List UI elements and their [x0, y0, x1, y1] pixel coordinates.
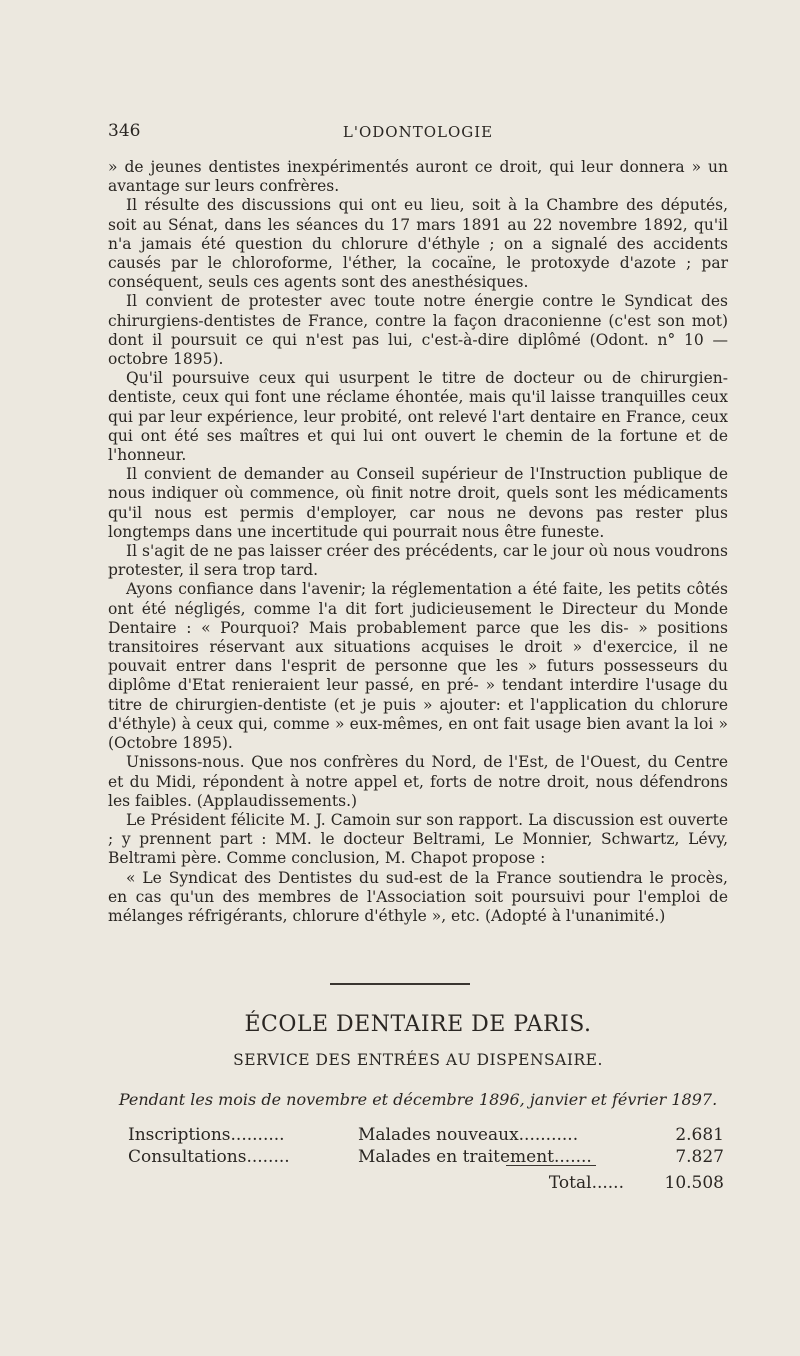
- page-number: 346: [108, 121, 141, 141]
- total-rule: [506, 1165, 596, 1166]
- period-line: Pendant les mois de novembre et décembre 1896, janvier et février 1897.: [118, 1090, 718, 1109]
- row-value: 2.681: [675, 1125, 724, 1145]
- total-row: [128, 1173, 724, 1195]
- row-label-2: Malades en traitement.......: [358, 1147, 592, 1167]
- section-subtitle: SERVICE DES ENTRÉES AU DISPENSAIRE.: [233, 1051, 603, 1069]
- paragraph: Unissons-nous. Que nos confrères du Nord, de l'Est, de l'Ouest, du Centre et du Midi, répondent à notre appel et, forts de notre droit, nous défendrons les faibles. (Applaudissements.): [108, 753, 728, 810]
- paragraph: Il convient de protester avec toute notre énergie contre le Syndicat des chirurgiens-dentistes de France, contre la façon draconienne (c'est son mot) dont il poursuit ce qui n'est pas lui, c'est-à-dire diplômé (Odont. n° 10 — octobre 1895).: [108, 292, 728, 369]
- section-divider: [330, 983, 470, 985]
- paragraph: Le Président félicite M. J. Camoin sur son rapport. La discussion est ouverte ; y prennent part : MM. le docteur Beltrami, Le Monnier, Schwartz, Lévy, Beltrami père. Comme conclusion, M. Chapot propose :: [108, 810, 728, 868]
- paragraph: Ayons confiance dans l'avenir; la réglementation a été faite, les petits côtés ont été négligés, comme l'a dit fort judicieusement le Directeur du Monde Dentaire : « Pourquoi? Mais probablement parce que les dis- » positions transitoires réservant aux situations acquises le droit » d'exercice, il ne pouvait entrer dans l'esprit de personne que les » futurs possesseurs du diplôme d'Etat renieraient leur passé, en pré- » tendant interdire l'usage du titre de chirurgien-dentiste (et je puis » ajouter: et l'application du chlorure d'éthyle) à ceux qui, comme » eux-mêmes, en ont fait usage bien avant la loi » (Octobre 1895).: [108, 580, 728, 753]
- journal-title: L'ODONTOLOGIE: [342, 123, 494, 141]
- table-row: [128, 1147, 724, 1169]
- table-row: [128, 1125, 724, 1147]
- body-text: [108, 158, 728, 926]
- paragraph: » de jeunes dentistes inexpérimentés auront ce droit, qui leur donnera » un avantage sur leurs confrères.: [108, 158, 728, 196]
- paragraph: Il convient de demander au Conseil supérieur de l'Instruction publique de nous indiquer où commence, où finit notre droit, quels sont les médicaments qu'il nous est permis d'employer, car nous ne devons pas rester plus longtemps dans une incertitude qui pourrait nous être funeste.: [108, 465, 728, 541]
- paragraph: Il résulte des discussions qui ont eu lieu, soit à la Chambre des députés, soit au Sénat, dans les séances du 17 mars 1891 au 22 novembre 1892, qu'il n'a jamais été question du chlorure d'éthyle ; on a signalé des accidents causés par le chloroforme, l'éther, la cocaïne, le protoxyde d'azote ; par conséquent, seuls ces agents sont des anesthésiques.: [108, 196, 728, 292]
- paragraph: « Le Syndicat des Dentistes du sud-est de la France soutiendra le procès, en cas qu'un des membres de l'Association soit poursuivi pour l'emploi de mélanges réfrigérants, chlorure d'éthyle », etc. (Adopté à l'unanimité.): [108, 868, 728, 925]
- row-label: Inscriptions..........: [128, 1125, 285, 1145]
- row-label-2: Malades nouveaux...........: [358, 1125, 579, 1145]
- paragraph: Qu'il poursuive ceux qui usurpent le titre de docteur ou de chirurgien-dentiste, ceux qui font une réclame éhontée, mais qu'il laisse tranquilles ceux qui par leur expérience, leur probité, ont relevé l'art dentaire en France, ceux qui ont été ses maîtres et qui lui ont ouvert le chemin de la fortune et de l'honneur.: [108, 369, 728, 465]
- total-label: Total......: [548, 1173, 624, 1193]
- row-value: 7.827: [675, 1147, 724, 1167]
- paragraph: Il s'agit de ne pas laisser créer des précédents, car le jour où nous voudrons protester, il sera trop tard.: [108, 542, 728, 580]
- section-title: ÉCOLE DENTAIRE DE PARIS.: [244, 1012, 592, 1037]
- total-value: 10.508: [664, 1173, 724, 1193]
- running-head: [108, 121, 728, 143]
- row-label: Consultations........: [128, 1147, 290, 1167]
- stats-table: [128, 1125, 724, 1195]
